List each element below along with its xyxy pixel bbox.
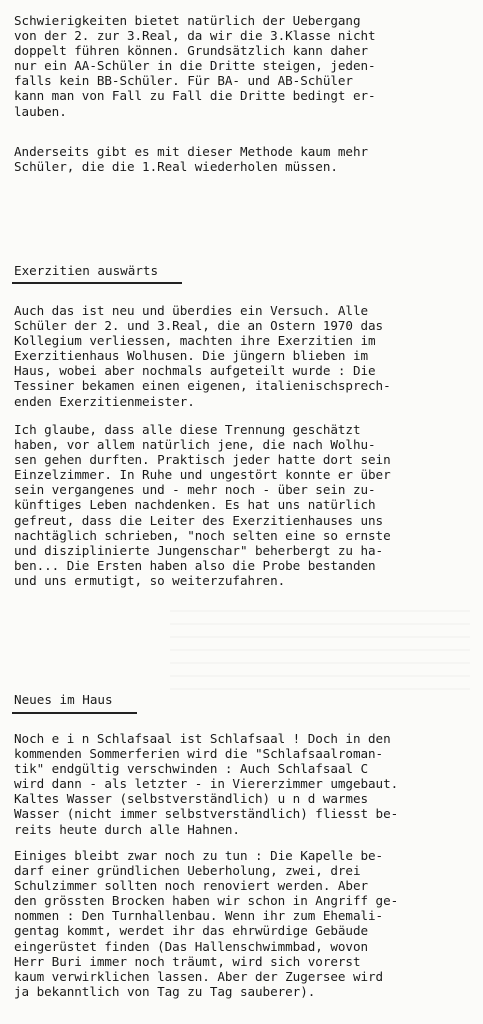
text-line: sein vergangenes und - mehr noch - über sein zu- — [14, 482, 376, 498]
text-line: Schüler, die die 1.Real wiederholen müssen. — [14, 159, 338, 175]
text-line: sen gehen durften. Praktisch jeder hatte dort sein — [14, 452, 391, 468]
text-line: gefreut, dass die Leiter des Exerzitienhauses uns — [14, 512, 384, 528]
text-line: Schwierigkeiten bietet natürlich der Uebergang — [14, 13, 361, 28]
text-line: ben... Die Ersten haben also die Probe bestanden — [14, 557, 376, 573]
text-line: Exerzitienhaus Wolhusen. Die jüngern blieben im — [14, 348, 369, 364]
bleed-through-smudge — [170, 600, 470, 690]
text-line: von der 2. zur 3.Real, da wir die 3.Klasse nicht — [14, 28, 376, 44]
text-line: Haus, wobei aber nochmals aufgeteilt wurde : Die — [14, 363, 376, 379]
text-line: künftiges Leben nachdenken. Es hat uns natürlich — [14, 497, 376, 513]
section-heading-neues-im-haus: Neues im Haus — [14, 692, 113, 707]
text-line: Einzelzimmer. In Ruhe und ungestört konnte er über — [14, 467, 391, 483]
exerzitien-paragraph-1 — [14, 303, 476, 409]
text-line: Auch das ist neu und überdies ein Versuch. Alle — [14, 303, 369, 318]
text-line: nommen : Den Turnhallenbau. Wenn ihr zum Ehemali- — [14, 908, 384, 924]
text-line: Ich glaube, dass alle diese Trennung geschätzt — [14, 422, 361, 437]
intro-paragraph-2 — [14, 144, 476, 174]
intro-paragraph-1 — [14, 13, 476, 119]
text-line: und disziplinierte Jungenschar" beherbergt zu ha- — [14, 542, 384, 558]
text-line: darf einer gründlichen Ueberholung, zwei, drei — [14, 863, 361, 879]
text-line: falls kein BB-Schüler. Für BA- und AB-Schüler — [14, 73, 353, 89]
text-line: den grössten Brocken haben wir schon in Angriff ge- — [14, 893, 399, 909]
text-line: Herr Buri immer noch träumt, wird sich vorerst — [14, 953, 361, 969]
haus-paragraph-2 — [14, 848, 476, 999]
text-line: nachtäglich schrieben, "noch selten eine so ernste — [14, 527, 391, 543]
text-line: Kaltes Wasser (selbstverständlich) u n d warmes — [14, 791, 369, 807]
text-line: enden Exerzitienmeister. — [14, 393, 195, 409]
text-line: ja bekanntlich von Tag zu Tag sauberer). — [14, 983, 316, 999]
text-line: kommenden Sommerferien wird die "Schlafsaalroman- — [14, 746, 384, 762]
text-line: und uns ermutigt, so weiterzufahren. — [14, 572, 286, 588]
text-line: Kollegium verliessen, machten ihre Exerzitien im — [14, 333, 376, 349]
text-line: gentag kommt, werdet ihr das ehrwürdige Gebäude — [14, 923, 369, 939]
text-line: kaum verwirklichen lassen. Aber der Zugersee wird — [14, 968, 384, 984]
text-line: Schulzimmer sollten noch renoviert werden. Aber — [14, 878, 369, 894]
text-line: Schüler der 2. und 3.Real, die an Ostern 1970 das — [14, 318, 384, 334]
exerzitien-paragraph-2 — [14, 422, 476, 588]
text-line: nur ein AA-Schüler in die Dritte steigen, jeden- — [14, 58, 376, 74]
haus-paragraph-1 — [14, 731, 476, 837]
text-line: lauben. — [14, 103, 67, 119]
text-line: Wasser (nicht immer selbstverständlich) fliesst be- — [14, 806, 399, 822]
text-line: haben, vor allem natürlich jene, die nach Wolhu- — [14, 437, 376, 453]
text-line: kann man von Fall zu Fall die Dritte bedingt er- — [14, 88, 376, 104]
text-line: Einiges bleibt zwar noch zu tun : Die Kapelle be- — [14, 848, 384, 863]
text-line: wird dann - als letzter - in Viererzimmer umgebaut. — [14, 776, 399, 792]
heading-underline — [12, 282, 182, 284]
text-line: Tessiner bekamen einen eigenen, italienischsprech- — [14, 378, 391, 394]
text-line: eingerüstet finden (Das Hallenschwimmbad, wovon — [14, 938, 369, 954]
text-line: Noch e i n Schlafsaal ist Schlafsaal ! Doch in den — [14, 731, 391, 746]
text-line: reits heute durch alle Hahnen. — [14, 821, 240, 837]
heading-underline — [12, 712, 137, 714]
text-line: tik" endgültig verschwinden : Auch Schlafsaal C — [14, 761, 369, 777]
text-line: doppelt führen können. Grundsätzlich kann daher — [14, 43, 369, 59]
section-heading-exerzitien: Exerzitien auswärts — [14, 263, 159, 278]
text-line: Anderseits gibt es mit dieser Methode kaum mehr — [14, 144, 369, 159]
